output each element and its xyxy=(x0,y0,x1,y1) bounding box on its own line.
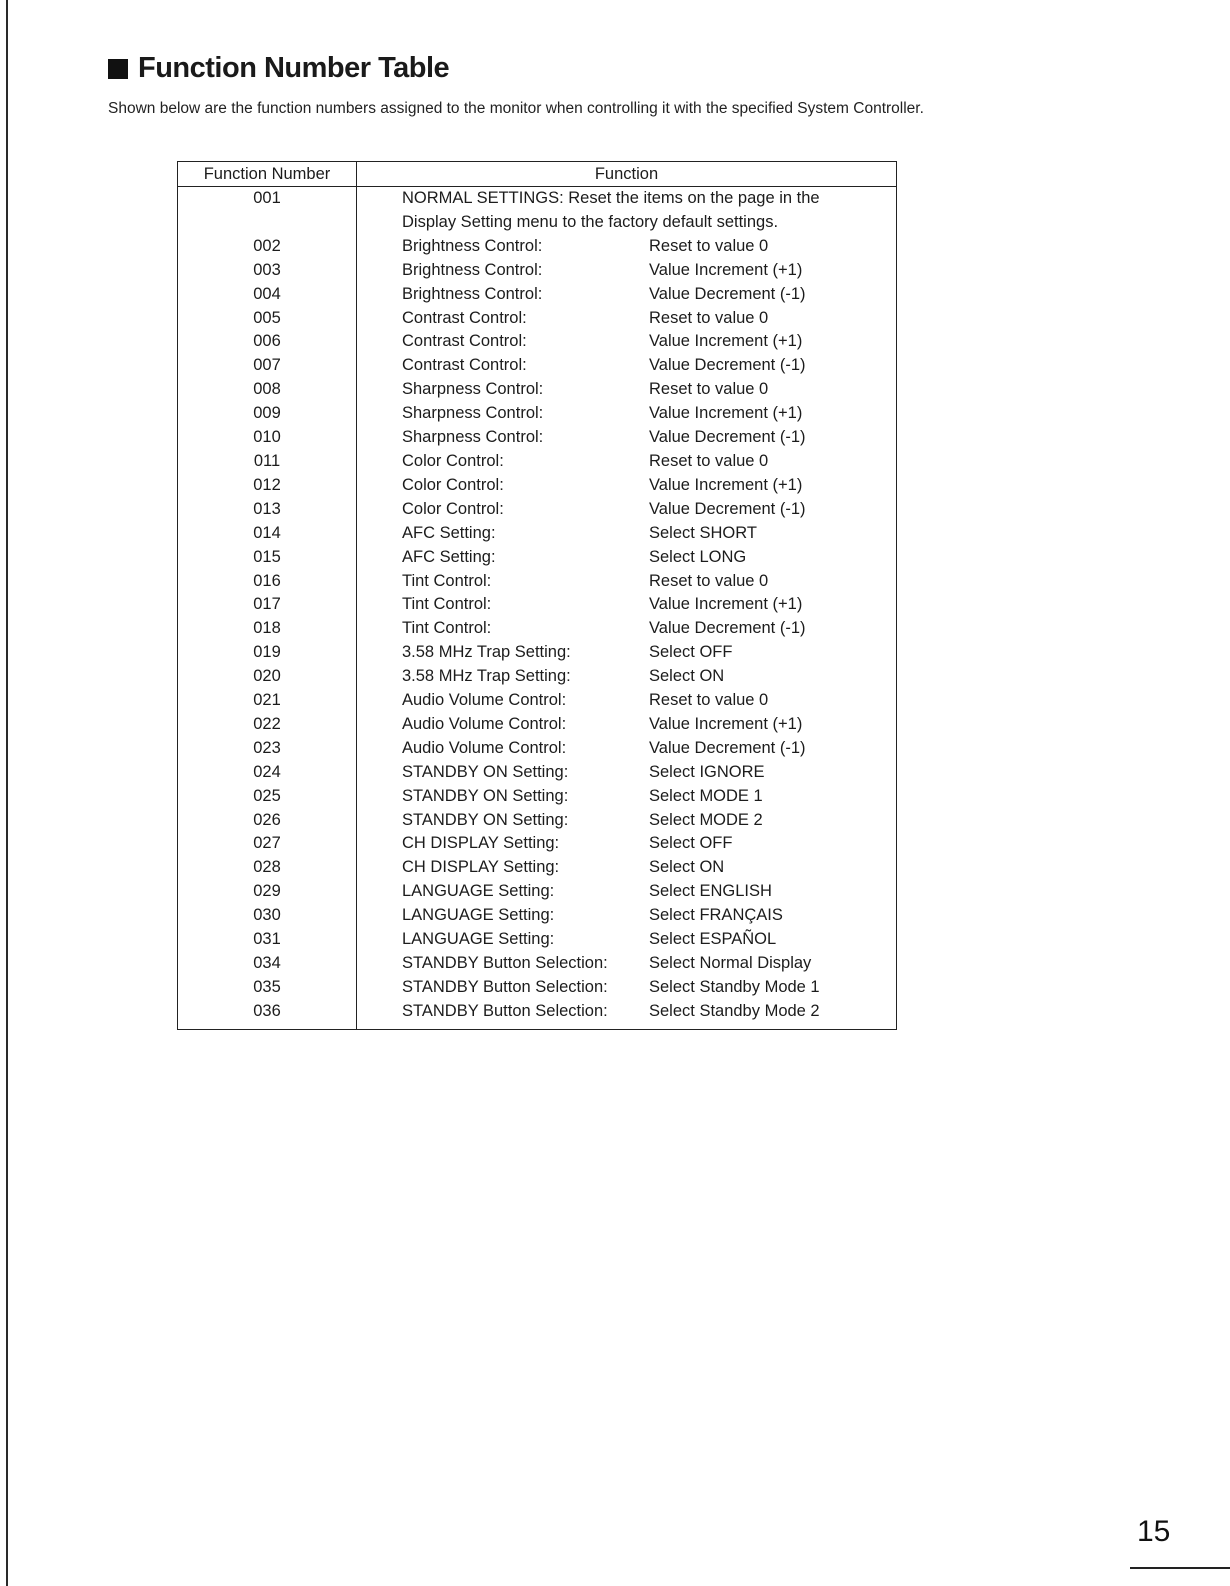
function-action-cell: Select ON xyxy=(649,667,725,686)
function-action-cell: Value Decrement (-1) xyxy=(649,284,806,303)
function-action-cell: Select SHORT xyxy=(649,523,757,542)
function-action-cell: Value Decrement (-1) xyxy=(649,619,806,638)
function-name-cell: AFC Setting: xyxy=(402,547,496,566)
function-number-cell: 014 xyxy=(178,522,357,546)
function-number-cell: 009 xyxy=(178,402,357,426)
table-row xyxy=(178,283,897,307)
table-header-row xyxy=(178,162,897,187)
table-row xyxy=(178,474,897,498)
function-name-cell: LANGUAGE Setting: xyxy=(402,930,555,949)
function-action-cell: Reset to value 0 xyxy=(649,308,769,327)
function-number-cell: 008 xyxy=(178,378,357,402)
function-name-cell: Contrast Control: xyxy=(402,356,527,375)
function-name-cell: Tint Control: xyxy=(402,619,492,638)
function-number-cell: 027 xyxy=(178,832,357,856)
function-number-cell: 006 xyxy=(178,330,357,354)
function-action-cell: Select IGNORE xyxy=(649,762,765,781)
table-row xyxy=(178,928,897,952)
function-name-cell: Contrast Control: xyxy=(402,332,527,351)
function-name-cell: Audio Volume Control: xyxy=(402,691,567,710)
function-name-cell: Brightness Control: xyxy=(402,236,543,255)
function-number-cell: 015 xyxy=(178,546,357,570)
function-name-cell: 3.58 MHz Trap Setting: xyxy=(402,643,571,662)
table-row xyxy=(178,522,897,546)
table-row xyxy=(178,761,897,785)
function-action-cell: Value Increment (+1) xyxy=(649,260,803,279)
function-number-cell: 010 xyxy=(178,426,357,450)
function-number-cell: 016 xyxy=(178,570,357,594)
page-edge-rule xyxy=(6,0,8,1586)
function-action-cell: Select MODE 2 xyxy=(649,810,763,829)
function-action-cell: Select Standby Mode 1 xyxy=(649,977,820,996)
function-action-cell: Select OFF xyxy=(649,643,733,662)
function-action-cell: Select ESPAÑOL xyxy=(649,930,777,949)
function-name-cell: Audio Volume Control: xyxy=(402,738,567,757)
function-action-cell: Value Increment (+1) xyxy=(649,714,803,733)
function-number-cell: 036 xyxy=(178,1000,357,1029)
function-action-cell: Value Decrement (-1) xyxy=(649,428,806,447)
table-row xyxy=(178,785,897,809)
page-title-text: Function Number Table xyxy=(138,52,450,84)
bullet-square-icon xyxy=(108,59,128,79)
function-action-cell: Reset to value 0 xyxy=(649,236,769,255)
table-row xyxy=(178,856,897,880)
function-action-cell: Select ENGLISH xyxy=(649,882,772,901)
table-row xyxy=(178,809,897,833)
function-action-cell: Select OFF xyxy=(649,834,733,853)
function-name-cell: Sharpness Control: xyxy=(402,380,544,399)
function-action-cell: Value Decrement (-1) xyxy=(649,356,806,375)
column-header-function: Function xyxy=(357,162,897,187)
function-description-cell: NORMAL SETTINGS: Reset the items on the page in the Display Setting menu to the factory default settings. xyxy=(402,189,820,231)
function-number-cell: 012 xyxy=(178,474,357,498)
function-name-cell: Contrast Control: xyxy=(402,308,527,327)
table-row xyxy=(178,570,897,594)
function-name-cell: Color Control: xyxy=(402,475,504,494)
function-name-cell: Tint Control: xyxy=(402,595,492,614)
function-name-cell: Sharpness Control: xyxy=(402,404,544,423)
table-row xyxy=(178,426,897,450)
function-number-cell: 007 xyxy=(178,354,357,378)
function-number-cell: 031 xyxy=(178,928,357,952)
table-row xyxy=(178,450,897,474)
table-row xyxy=(178,737,897,761)
function-name-cell: Color Control: xyxy=(402,451,504,470)
table-row xyxy=(178,832,897,856)
function-action-cell: Reset to value 0 xyxy=(649,451,769,470)
table-row xyxy=(178,235,897,259)
function-number-cell: 001 xyxy=(178,187,357,235)
function-name-cell: STANDBY Button Selection: xyxy=(402,977,608,996)
table-row xyxy=(178,259,897,283)
function-action-cell: Reset to value 0 xyxy=(649,571,769,590)
function-action-cell: Value Increment (+1) xyxy=(649,475,803,494)
function-number-cell: 005 xyxy=(178,307,357,331)
function-number-cell: 018 xyxy=(178,617,357,641)
function-number-cell: 034 xyxy=(178,952,357,976)
function-name-cell: STANDBY ON Setting: xyxy=(402,786,569,805)
function-number-cell: 026 xyxy=(178,809,357,833)
function-action-cell: Value Increment (+1) xyxy=(649,332,803,351)
function-action-cell: Select MODE 1 xyxy=(649,786,763,805)
table-row xyxy=(178,665,897,689)
function-action-cell: Value Increment (+1) xyxy=(649,595,803,614)
table-row xyxy=(178,307,897,331)
table-row xyxy=(178,952,897,976)
function-name-cell: LANGUAGE Setting: xyxy=(402,882,555,901)
function-name-cell: STANDBY ON Setting: xyxy=(402,810,569,829)
function-number-cell: 022 xyxy=(178,713,357,737)
function-number-cell: 023 xyxy=(178,737,357,761)
function-action-cell: Select Normal Display xyxy=(649,954,812,972)
page-number-rule xyxy=(1130,1567,1230,1569)
function-number-cell: 021 xyxy=(178,689,357,713)
table-row xyxy=(178,880,897,904)
table-row xyxy=(178,976,897,1000)
function-number-cell: 017 xyxy=(178,593,357,617)
table-row xyxy=(178,546,897,570)
function-number-cell: 004 xyxy=(178,283,357,307)
table-row xyxy=(178,617,897,641)
function-name-cell: 3.58 MHz Trap Setting: xyxy=(402,667,571,686)
column-header-number: Function Number xyxy=(178,162,357,187)
table-row xyxy=(178,904,897,928)
function-number-cell: 024 xyxy=(178,761,357,785)
function-number-cell: 002 xyxy=(178,235,357,259)
function-name-cell: Brightness Control: xyxy=(402,260,543,279)
function-name-cell: LANGUAGE Setting: xyxy=(402,906,555,925)
function-name-cell: CH DISPLAY Setting: xyxy=(402,834,560,853)
function-action-cell: Select FRANÇAIS xyxy=(649,906,783,925)
function-action-cell: Value Decrement (-1) xyxy=(649,499,806,518)
function-number-cell: 029 xyxy=(178,880,357,904)
table-row xyxy=(178,1000,897,1029)
function-name-cell: Brightness Control: xyxy=(402,284,543,303)
table-row xyxy=(178,713,897,737)
function-name-cell: CH DISPLAY Setting: xyxy=(402,858,560,877)
function-number-cell: 019 xyxy=(178,641,357,665)
function-name-cell: STANDBY Button Selection: xyxy=(402,954,608,972)
table-row xyxy=(178,354,897,378)
function-name-cell: AFC Setting: xyxy=(402,523,496,542)
table-row xyxy=(178,689,897,713)
function-number-cell: 020 xyxy=(178,665,357,689)
function-name-cell: Sharpness Control: xyxy=(402,428,544,447)
function-number-cell: 030 xyxy=(178,904,357,928)
table-row xyxy=(178,330,897,354)
function-number-cell: 013 xyxy=(178,498,357,522)
function-number-cell: 025 xyxy=(178,785,357,809)
table-body xyxy=(178,187,897,1030)
function-number-cell: 011 xyxy=(178,450,357,474)
function-number-table xyxy=(177,161,897,1030)
function-name-cell: STANDBY Button Selection: xyxy=(402,1001,608,1020)
function-name-cell: STANDBY ON Setting: xyxy=(402,762,569,781)
function-name-cell: Audio Volume Control: xyxy=(402,714,567,733)
function-action-cell: Select Standby Mode 2 xyxy=(649,1001,820,1020)
function-action-cell: Value Increment (+1) xyxy=(649,404,803,423)
table-row xyxy=(178,498,897,522)
function-name-cell: Tint Control: xyxy=(402,571,492,590)
table-row xyxy=(178,402,897,426)
intro-text: Shown below are the function numbers assigned to the monitor when controlling it with the specified System Controller. xyxy=(108,100,924,117)
table-row xyxy=(178,593,897,617)
page-number: 15 xyxy=(1137,1515,1171,1548)
function-action-cell: Value Decrement (-1) xyxy=(649,738,806,757)
function-name-cell: Color Control: xyxy=(402,499,504,518)
function-number-cell: 035 xyxy=(178,976,357,1000)
page-title xyxy=(108,52,449,85)
function-number-cell: 028 xyxy=(178,856,357,880)
function-number-cell: 003 xyxy=(178,259,357,283)
table-row xyxy=(178,378,897,402)
function-action-cell: Reset to value 0 xyxy=(649,380,769,399)
table-row xyxy=(178,187,897,235)
function-action-cell: Reset to value 0 xyxy=(649,691,769,710)
table-row xyxy=(178,641,897,665)
function-action-cell: Select ON xyxy=(649,858,725,877)
function-action-cell: Select LONG xyxy=(649,547,747,566)
